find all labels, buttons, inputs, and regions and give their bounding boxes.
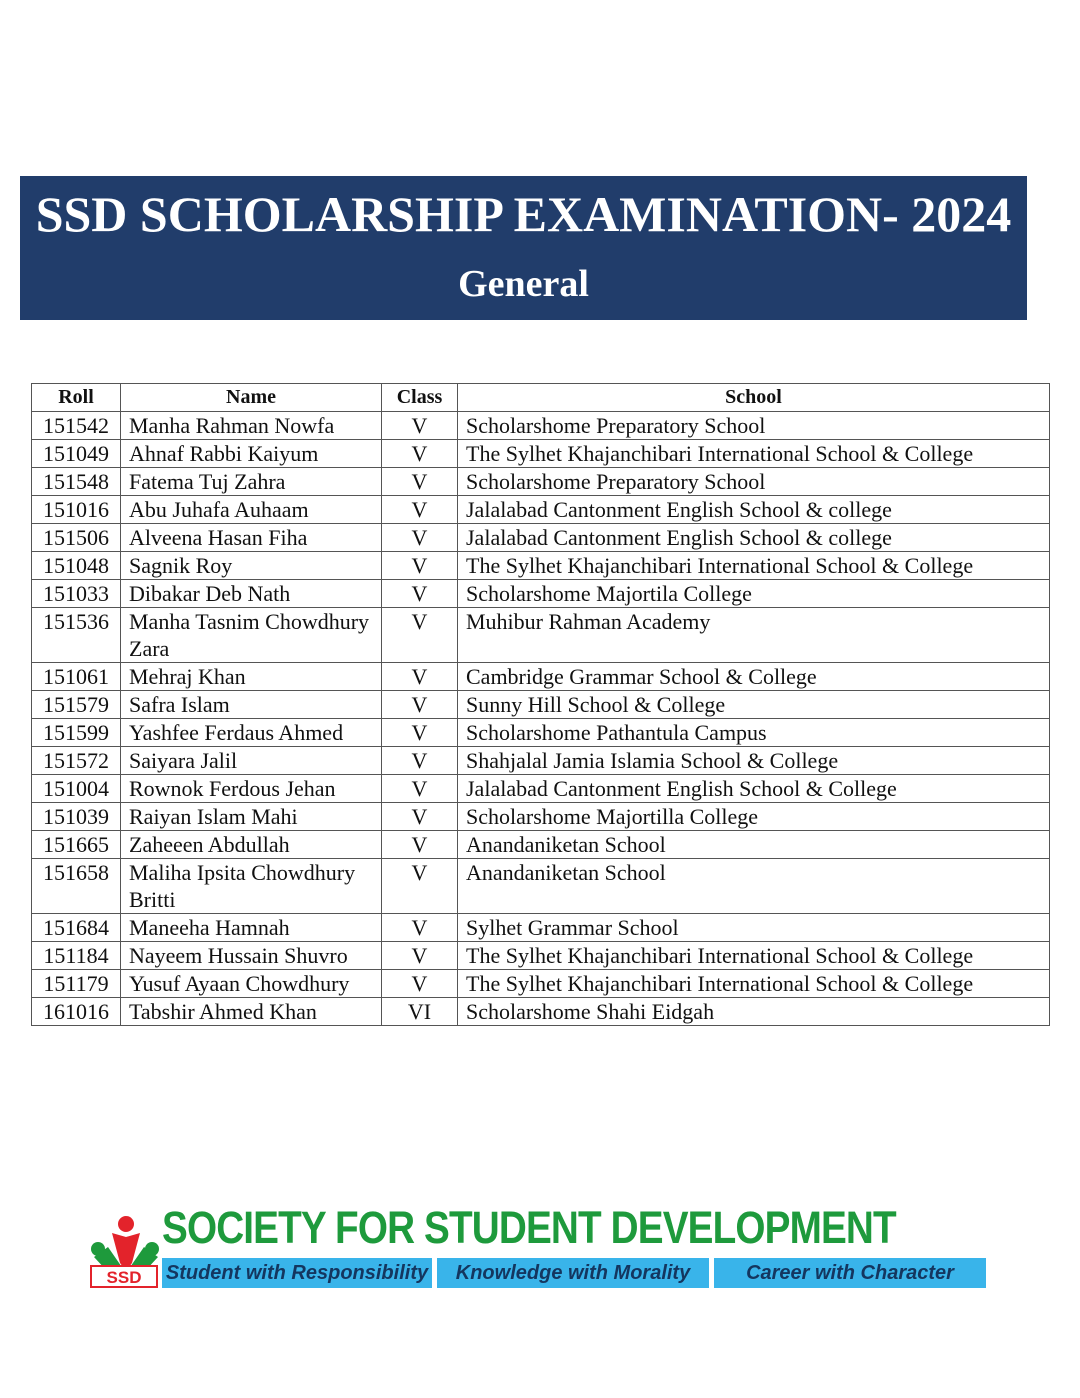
table-row [32, 803, 1050, 831]
table-row [32, 942, 1050, 970]
cell-school: Scholarshome Pathantula Campus [458, 719, 1050, 747]
cell-roll: 161016 [32, 998, 121, 1026]
cell-name: Raiyan Islam Mahi [121, 803, 382, 831]
table-row [32, 552, 1050, 580]
table-row [32, 914, 1050, 942]
cell-roll: 151536 [32, 608, 121, 663]
cell-roll: 151542 [32, 412, 121, 440]
cell-school: Anandaniketan School [458, 831, 1050, 859]
cell-roll: 151016 [32, 496, 121, 524]
cell-school: Scholarshome Majortila College [458, 580, 1050, 608]
cell-name: Saiyara Jalil [121, 747, 382, 775]
table-row [32, 747, 1050, 775]
page-subtitle: General [458, 263, 589, 305]
cell-school: Jalalabad Cantonment English School & college [458, 496, 1050, 524]
cell-name: Ahnaf Rabbi Kaiyum [121, 440, 382, 468]
ssd-logo [88, 1207, 163, 1289]
page-title: SSD SCHOLARSHIP EXAMINATION- 2024 [35, 186, 1012, 242]
table-row [32, 580, 1050, 608]
table-row [32, 524, 1050, 552]
cell-school: Cambridge Grammar School & College [458, 663, 1050, 691]
cell-class: V [382, 859, 458, 914]
cell-name: Maneeha Hamnah [121, 914, 382, 942]
cell-roll: 151184 [32, 942, 121, 970]
table-row [32, 468, 1050, 496]
cell-roll: 151579 [32, 691, 121, 719]
cell-name: Abu Juhafa Auhaam [121, 496, 382, 524]
cell-name: Fatema Tuj Zahra [121, 468, 382, 496]
logo-text: SSD [106, 1268, 142, 1287]
cell-roll: 151033 [32, 580, 121, 608]
table-row [32, 719, 1050, 747]
org-name: SOCIETY FOR STUDENT DEVELOPMENT [162, 1202, 896, 1253]
header-school: School [458, 384, 1050, 412]
cell-class: V [382, 608, 458, 663]
cell-roll: 151061 [32, 663, 121, 691]
cell-name: Maliha Ipsita Chowdhury Britti [121, 859, 382, 914]
cell-class: V [382, 970, 458, 998]
table-row [32, 775, 1050, 803]
table-body [32, 412, 1050, 1026]
table-row [32, 859, 1050, 914]
cell-class: V [382, 552, 458, 580]
tagline-character: Career with Character [714, 1258, 986, 1288]
cell-school: Scholarshome Majortilla College [458, 803, 1050, 831]
header-roll: Roll [32, 384, 121, 412]
table-row [32, 970, 1050, 998]
cell-name: Alveena Hasan Fiha [121, 524, 382, 552]
header-name: Name [121, 384, 382, 412]
table-row [32, 412, 1050, 440]
cell-roll: 151004 [32, 775, 121, 803]
cell-roll: 151684 [32, 914, 121, 942]
cell-roll: 151506 [32, 524, 121, 552]
cell-class: V [382, 496, 458, 524]
cell-school: Muhibur Rahman Academy [458, 608, 1050, 663]
cell-class: V [382, 412, 458, 440]
cell-class: V [382, 663, 458, 691]
cell-class: V [382, 942, 458, 970]
cell-name: Nayeem Hussain Shuvro [121, 942, 382, 970]
cell-roll: 151665 [32, 831, 121, 859]
table-row [32, 663, 1050, 691]
title-banner [20, 176, 1027, 320]
cell-roll: 151572 [32, 747, 121, 775]
cell-name: Manha Rahman Nowfa [121, 412, 382, 440]
table-row [32, 440, 1050, 468]
results-table [31, 383, 1050, 1026]
cell-name: Manha Tasnim Chowdhury Zara [121, 608, 382, 663]
cell-roll: 151048 [32, 552, 121, 580]
table-header-row [32, 384, 1050, 412]
table-row [32, 998, 1050, 1026]
cell-school: Anandaniketan School [458, 859, 1050, 914]
cell-school: Scholarshome Shahi Eidgah [458, 998, 1050, 1026]
cell-roll: 151599 [32, 719, 121, 747]
cell-name: Yashfee Ferdaus Ahmed [121, 719, 382, 747]
cell-class: V [382, 747, 458, 775]
cell-class: V [382, 468, 458, 496]
cell-name: Zaheeen Abdullah [121, 831, 382, 859]
cell-class: V [382, 691, 458, 719]
cell-school: Shahjalal Jamia Islamia School & College [458, 747, 1050, 775]
cell-class: V [382, 580, 458, 608]
tagline-morality: Knowledge with Morality [437, 1258, 709, 1288]
cell-name: Safra Islam [121, 691, 382, 719]
cell-class: V [382, 719, 458, 747]
table-row [32, 691, 1050, 719]
cell-class: V [382, 440, 458, 468]
cell-name: Tabshir Ahmed Khan [121, 998, 382, 1026]
cell-class: V [382, 831, 458, 859]
cell-name: Yusuf Ayaan Chowdhury [121, 970, 382, 998]
cell-name: Dibakar Deb Nath [121, 580, 382, 608]
tagline-responsibility: Student with Responsibility [162, 1258, 432, 1288]
cell-class: V [382, 914, 458, 942]
cell-class: V [382, 775, 458, 803]
cell-school: The Sylhet Khajanchibari International School & College [458, 970, 1050, 998]
cell-class: V [382, 803, 458, 831]
cell-name: Mehraj Khan [121, 663, 382, 691]
cell-roll: 151049 [32, 440, 121, 468]
table-row [32, 608, 1050, 663]
cell-school: Scholarshome Preparatory School [458, 412, 1050, 440]
cell-roll: 151179 [32, 970, 121, 998]
cell-school: Sunny Hill School & College [458, 691, 1050, 719]
cell-roll: 151658 [32, 859, 121, 914]
cell-name: Rownok Ferdous Jehan [121, 775, 382, 803]
cell-school: The Sylhet Khajanchibari International School & College [458, 552, 1050, 580]
cell-school: Jalalabad Cantonment English School & college [458, 524, 1050, 552]
cell-school: Jalalabad Cantonment English School & College [458, 775, 1050, 803]
cell-school: The Sylhet Khajanchibari International School & College [458, 440, 1050, 468]
header-class: Class [382, 384, 458, 412]
cell-roll: 151039 [32, 803, 121, 831]
cell-class: V [382, 524, 458, 552]
cell-school: The Sylhet Khajanchibari International School & College [458, 942, 1050, 970]
table-row [32, 831, 1050, 859]
cell-roll: 151548 [32, 468, 121, 496]
cell-name: Sagnik Roy [121, 552, 382, 580]
cell-class: VI [382, 998, 458, 1026]
cell-school: Scholarshome Preparatory School [458, 468, 1050, 496]
cell-school: Sylhet Grammar School [458, 914, 1050, 942]
table-row [32, 496, 1050, 524]
